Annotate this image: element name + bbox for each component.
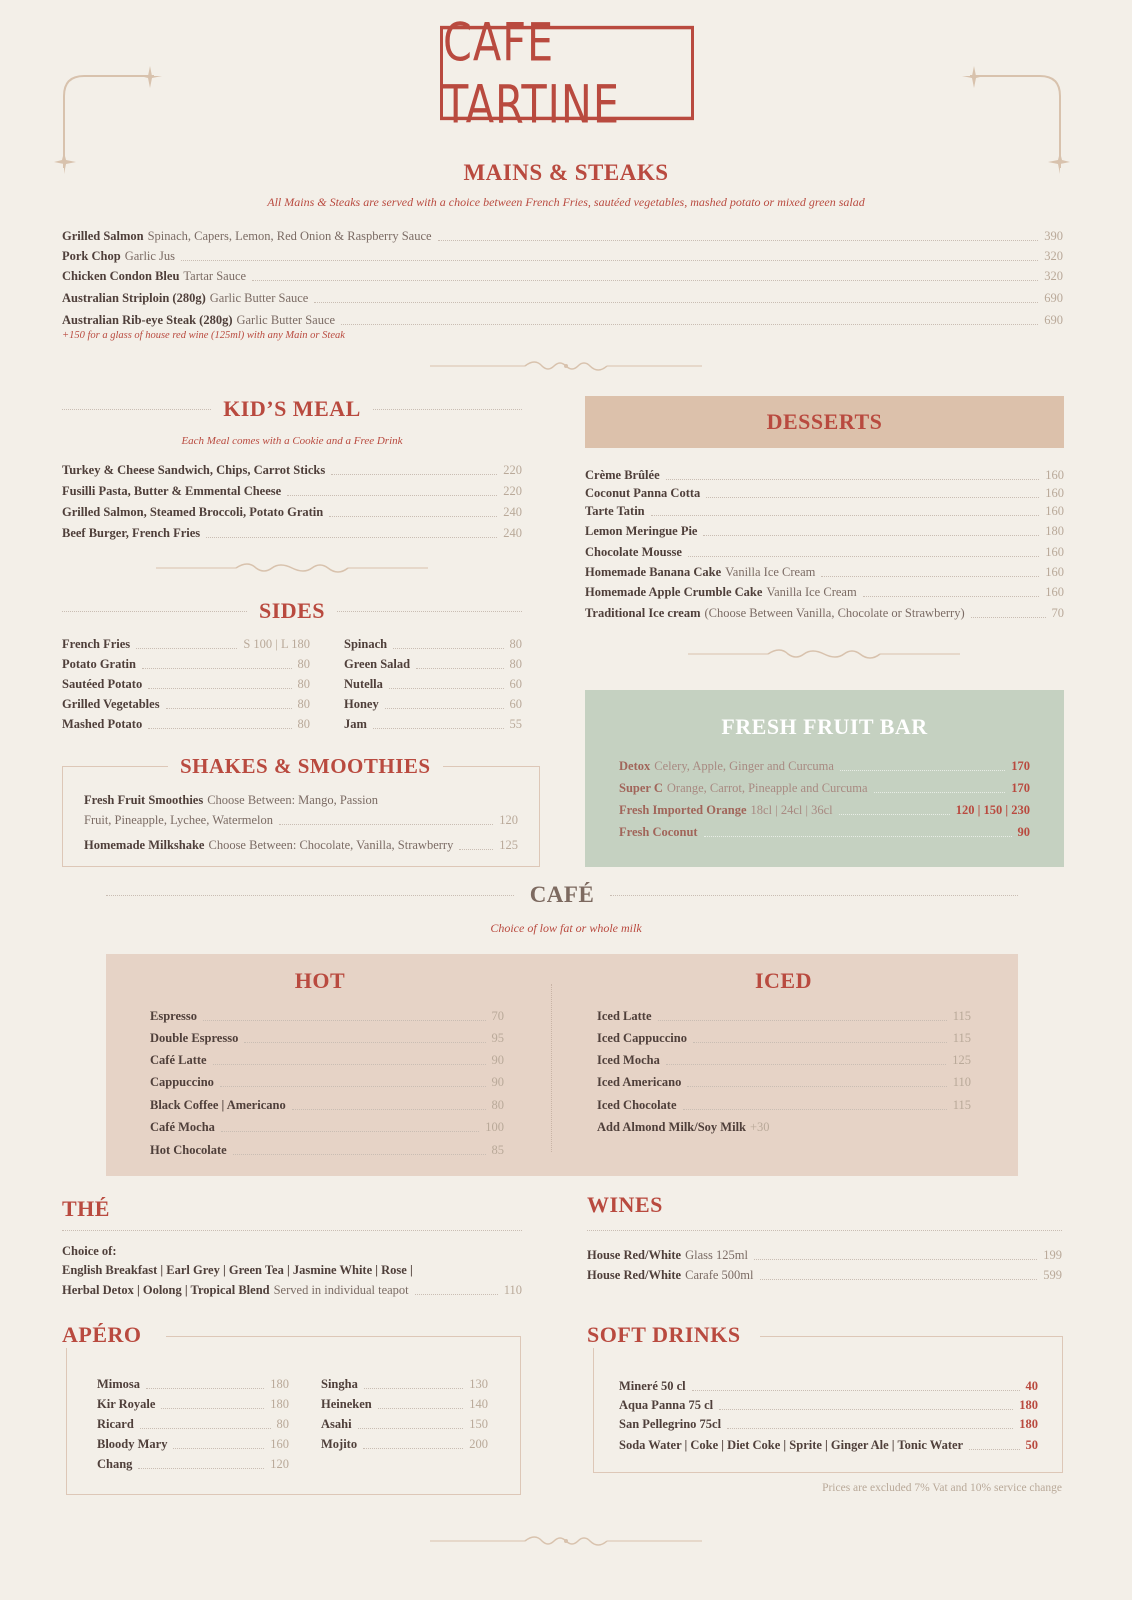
sides-left-list [62,632,310,732]
wines-divider [587,1230,1062,1231]
mains-footnote: +150 for a glass of house red wine (125ml) with any Main or Steak [62,330,345,341]
list-item: Grilled Salmon, Steamed Broccoli, Potato Gratin 240 [62,505,522,519]
list-item: Asahi 150 [321,1417,488,1431]
list-item: Black Coffee | Americano 80 [150,1098,504,1112]
kids-note: Each Meal comes with a Cookie and a Free Drink [181,435,403,447]
kids-list [62,457,522,541]
list-item: French Fries S 100 | L 180 [62,637,310,651]
list-item: Honey 60 [344,697,522,711]
list-item: Mashed Potato 80 [62,717,310,731]
list-item: San Pellegrino 75cl 180 [619,1417,1038,1431]
desserts-header [585,396,1064,448]
apero-left-list [97,1372,289,1472]
list-item: Café Mocha 100 [150,1120,504,1134]
list-item: Grilled Salmon Spinach, Capers, Lemon, Red Onion & Raspberry Sauce 390 [62,229,1063,243]
apero-right-list [321,1372,488,1452]
softdrinks-list [619,1374,1038,1453]
cafe-note: Choice of low fat or whole milk [490,921,642,935]
list-item: Jam 55 [344,717,522,731]
the-list [62,1240,522,1298]
list-item: Café Latte 90 [150,1053,504,1067]
list-item: Kir Royale 180 [97,1397,289,1411]
apero-title: APÉRO [62,1322,154,1348]
list-item: Tarte Tatin 160 [585,504,1064,518]
sides-right-list [344,632,522,732]
list-item: Australian Rib-eye Steak (280g) Garlic Butter Sauce 690 [62,313,1063,327]
desserts-list [585,463,1064,621]
list-item: Sautéed Potato 80 [62,677,310,691]
ornament-divider-icon [430,358,702,374]
list-item: Cappuccino 90 [150,1075,504,1089]
fruitbar-list [619,752,1030,840]
iced-title: ICED [754,968,812,993]
list-item: Homemade Banana Cake Vanilla Ice Cream 160 [585,565,1064,579]
list-item: Herbal Detox | Oolong | Tropical Blend Served in individual teapot 110 [62,1283,522,1297]
mains-list [62,222,1063,328]
list-item: Fresh Fruit Smoothies Choose Between: Mango, Passion [84,793,379,807]
kids-title: KID’S MEAL [223,396,361,421]
list-item: Potato Gratin 80 [62,657,310,671]
mains-title: MAINS & STEAKS [463,160,669,185]
list-item: Beef Burger, French Fries 240 [62,526,522,540]
list-item: Spinach 80 [344,637,522,651]
list-item: Chicken Condon Bleu Tartar Sauce 320 [62,269,1063,283]
wines-list [587,1243,1062,1283]
list-item: Traditional Ice cream (Choose Between Vanilla, Chocolate or Strawberry) 70 [585,606,1064,620]
list-item: Crème Brûlée 160 [585,468,1064,482]
list-item: Soda Water | Coke | Diet Coke | Sprite | Ginger Ale | Tonic Water 50 [619,1438,1038,1452]
list-item: Iced Cappuccino 115 [597,1031,971,1045]
sides-header [62,598,522,624]
wines-title: WINES [587,1192,663,1217]
list-item: Chocolate Mousse 160 [585,545,1064,559]
sides-title: SIDES [258,598,326,623]
list-item: Espresso 70 [150,1009,504,1023]
list-item: Homemade Milkshake Choose Between: Chocolate, Vanilla, Strawberry 125 [84,838,518,852]
shakes-title: SHAKES & SMOOTHIES [168,754,443,779]
list-item: Iced Latte 115 [597,1009,971,1023]
list-item: Chang 120 [97,1457,289,1471]
list-item: Australian Striploin (280g) Garlic Butter Sauce 690 [62,291,1063,305]
list-item: Hot Chocolate 85 [150,1143,504,1157]
list-item: Coconut Panna Cotta 160 [585,486,1064,500]
hot-list [150,1002,504,1158]
fruitbar-title: FRESH FRUIT BAR [721,714,928,739]
list-item: Mineré 50 cl 40 [619,1379,1038,1393]
hot-title: HOT [294,968,346,993]
list-item: Fusilli Pasta, Butter & Emmental Cheese 220 [62,484,522,498]
mains-note: All Mains & Steaks are served with a choice between French Fries, sautéed vegetables, mashed potato or mixed green salad [267,195,865,209]
list-item: Singha 130 [321,1377,488,1391]
list-item: Turkey & Cheese Sandwich, Chips, Carrot Sticks 220 [62,463,522,477]
list-item: Detox Celery, Apple, Ginger and Curcuma 170 [619,759,1030,773]
list-item: Mojito 200 [321,1437,488,1451]
softdrinks-top-line [760,1336,1063,1337]
list-item: House Red/White Glass 125ml 199 [587,1248,1062,1262]
list-item: Super C Orange, Carrot, Pineapple and Curcuma 170 [619,781,1030,795]
list-item: Iced Americano 110 [597,1075,971,1089]
list-item: House Red/White Carafe 500ml 599 [587,1268,1062,1282]
ornament-divider-icon [688,646,960,662]
desserts-title: DESSERTS [766,409,883,434]
brand-logo: CAFE TARTINE [440,26,694,120]
shakes-list [84,790,518,853]
list-item: Mimosa 180 [97,1377,289,1391]
list-item: Fresh Coconut 90 [619,825,1030,839]
list-item: Lemon Meringue Pie 180 [585,524,1064,538]
list-item: Homemade Apple Crumble Cake Vanilla Ice Cream 160 [585,585,1064,599]
list-item: Iced Chocolate 115 [597,1098,971,1112]
list-item: Iced Mocha 125 [597,1053,971,1067]
list-item: Ricard 80 [97,1417,289,1431]
the-title: THÉ [62,1196,110,1221]
list-item: Pork Chop Garlic Jus 320 [62,249,1063,263]
cafe-divider [551,984,552,1152]
footer-note: Prices are excluded 7% Vat and 10% service change [822,1482,1062,1494]
list-item: Nutella 60 [344,677,522,691]
list-item: Aqua Panna 75 cl 180 [619,1398,1038,1412]
apero-top-line [166,1336,521,1337]
list-item: English Breakfast | Earl Grey | Green Tea | Jasmine White | Rose | [62,1263,413,1277]
ornament-divider-icon [430,1533,702,1549]
the-divider [62,1230,522,1231]
iced-list [597,1002,971,1135]
cafe-header [106,882,1018,908]
list-item: Fresh Imported Orange 18cl | 24cl | 36cl 120 | 150 | 230 [619,803,1030,817]
list-item: Double Espresso 95 [150,1031,504,1045]
softdrinks-title: SOFT DRINKS [587,1322,753,1348]
kids-header [62,396,522,422]
list-item: Fruit, Pineapple, Lychee, Watermelon 120 [84,813,518,827]
list-item: Grilled Vegetables 80 [62,697,310,711]
ornament-divider-icon [156,560,428,576]
cafe-title: CAFÉ [529,882,595,907]
list-item: Bloody Mary 160 [97,1437,289,1451]
the-choice: Choice of: [62,1244,117,1258]
list-item: Heineken 140 [321,1397,488,1411]
list-item: Add Almond Milk/Soy Milk +30 [597,1120,770,1134]
list-item: Green Salad 80 [344,657,522,671]
